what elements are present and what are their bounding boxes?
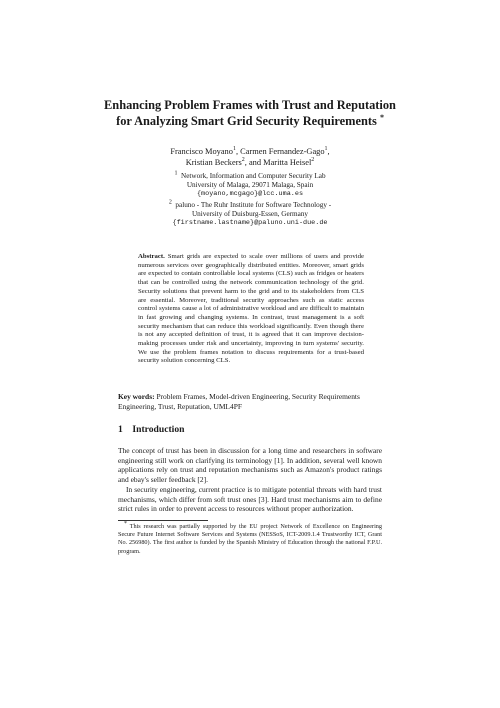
keywords bbox=[118, 392, 382, 411]
intro-paragraph-1: The concept of trust has been in discussion for a long time and researchers in software engineering still work on clarifying its terminology [1]. In addition, several well known applications rely on trust and reputation mechanisms such as Amazon's product ratings and ebay's seller feedback [2]. bbox=[118, 446, 382, 484]
title-line-1: Enhancing Problem Frames with Trust and Reputation bbox=[104, 98, 396, 112]
title-line-2-text: for Analyzing Smart Grid Security Requirements bbox=[116, 114, 377, 128]
affiliation-2 bbox=[100, 201, 400, 228]
section-title: Introduction bbox=[132, 424, 185, 435]
keywords-text: Problem Frames, Model-driven Engineering, Security Requirements Engineering, Trust, Reputation, UML4PF bbox=[118, 392, 360, 411]
affiliation-1-line-1 bbox=[100, 172, 400, 181]
affiliation-2-line-1 bbox=[100, 201, 400, 210]
author-separator: , bbox=[327, 147, 330, 156]
affiliation-text: paluno - The Ruhr Institute for Software Technology - bbox=[175, 201, 332, 209]
footnote-rule bbox=[118, 520, 208, 521]
paper-title bbox=[60, 97, 440, 129]
keywords-label: Key words: bbox=[118, 392, 155, 401]
author-affiliation-mark: 2 bbox=[241, 156, 245, 163]
footnote-body bbox=[118, 520, 382, 556]
author-affiliation-mark: 2 bbox=[311, 156, 315, 163]
author-list bbox=[100, 147, 400, 168]
footnote bbox=[118, 520, 382, 556]
affiliation-text: Network, Information and Computer Security Lab bbox=[181, 172, 326, 180]
author-name: Kristian Beckers bbox=[185, 157, 242, 167]
affiliation-1 bbox=[100, 172, 400, 199]
title-footnote-mark: * bbox=[379, 112, 384, 122]
abstract bbox=[138, 253, 364, 366]
author-name: , and Maritta Heisel bbox=[244, 157, 312, 167]
title-line-2 bbox=[60, 113, 440, 129]
intro-paragraph-2: In security engineering, current practice is to mitigate potential threats with hard trust mechanisms, which differ from soft trust ones [3]. Hard trust mechanisms aim to define strict rules in order to prevent access to resources without proper authorization. bbox=[118, 485, 382, 514]
author-name: Francisco Moyano bbox=[170, 147, 233, 156]
author-affiliation-mark: 1 bbox=[324, 146, 328, 153]
affiliation-2-line-2: University of Duisburg-Essen, Germany bbox=[191, 210, 309, 218]
footnote-mark: * bbox=[124, 520, 127, 527]
affiliation-mark: 1 bbox=[174, 170, 178, 177]
section-heading bbox=[118, 424, 184, 435]
section-number: 1 bbox=[118, 424, 123, 435]
abstract-text: Smart grids are expected to scale over millions of users and provide numerous services over geographically distributed entities. Moreover, smart grids are expected to contain controllable local systems (CLS) such as fridges or heaters that can be controlled using the network communication technology of the grid. Security solutions that prevent harm to the grid and to its stakeholders from CLS are essential. Moreover, traditional security approaches such as static access control systems cause a lot of administrative workload and are difficult to maintain in fast growing and changing systems. In contrast, trust management is a soft security mechanism that can reduce this workload significantly. Even though there is not any accepted definition of trust, it is agreed that it can improve decision-making processes under risk and uncertainty, improving in turn systems' security. We use the problem frames notation to discuss requirements for a trust-based security solution concerning CLS. bbox=[138, 253, 364, 365]
affiliation-1-line-2: University of Malaga, 29071 Malaga, Spain bbox=[186, 181, 314, 189]
author-name: , Carmen Fernandez-Gago bbox=[235, 147, 325, 156]
authors-line-1 bbox=[100, 147, 400, 158]
author-affiliation-mark: 1 bbox=[232, 146, 236, 153]
footnote-text: This research was partially supported by the EU project Network of Excellence on Engineering Secure Future Internet Software Services and Systems (NESSoS, ICT-2009.1.4 Trustworthy ICT, Grant No. 256980). The first author is funded by the Spanish Ministry of Education through the national F.P.U. program. bbox=[118, 523, 382, 555]
affiliation-2-email: {firstname.lastname}@paluno.uni-due.de bbox=[172, 219, 328, 227]
abstract-label: Abstract. bbox=[138, 253, 165, 260]
affiliation-1-email: {moyano,mcgago}@lcc.uma.es bbox=[196, 190, 304, 198]
authors-line-2 bbox=[100, 158, 400, 169]
affiliation-mark: 2 bbox=[168, 199, 172, 206]
